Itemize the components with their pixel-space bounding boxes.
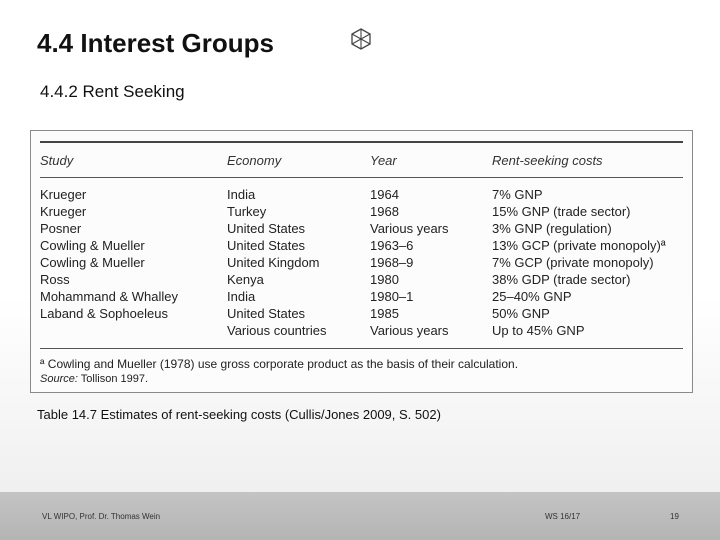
cell-year: 1985 [370,306,399,321]
table-footnote: ª Cowling and Mueller (1978) use gross corporate product as the basis of their calculation. [40,357,519,371]
cell-economy: United States [227,238,306,253]
cell-year: 1968–9 [370,255,414,270]
bottom-rule [40,348,683,349]
cell-study: Krueger [40,204,87,219]
cell-costs: 7% GCP (private monopoly) [492,255,654,270]
cell-costs: 7% GNP [492,187,543,202]
source-text: Tollison 1997. [77,373,149,385]
cell-economy: United States [227,221,306,236]
cell-study: Cowling & Mueller [40,238,145,253]
cell-year: Various years [370,323,449,338]
footer-page-number: 19 [670,512,679,521]
rent-seeking-table [30,130,693,393]
cell-costs: 15% GNP (trade sector) [492,204,631,219]
cell-year: 1980 [370,272,399,287]
cell-costs: 13% GCP (private monopoly)ª [492,238,666,253]
cell-study: Krueger [40,187,87,202]
cell-economy: United States [227,306,306,321]
cell-economy: Various countries [227,323,327,338]
cell-economy: United Kingdom [227,255,320,270]
cell-costs: 3% GNP (regulation) [492,221,612,236]
header-study: Study [40,153,74,168]
header-rule [40,177,683,178]
footer-lecture: VL WIPO, Prof. Dr. Thomas Wein [42,512,161,521]
cell-costs: 25–40% GNP [492,289,572,304]
cell-year: 1964 [370,187,399,202]
slide-subtitle: 4.4.2 Rent Seeking [40,82,185,101]
table-caption: Table 14.7 Estimates of rent-seeking costs (Cullis/Jones 2009, S. 502) [37,407,441,422]
table-source [40,373,148,385]
slide-footer [0,492,720,540]
cell-study: Cowling & Mueller [40,255,145,270]
cell-year: 1980–1 [370,289,414,304]
cell-study: Ross [40,272,70,287]
slide-title: 4.4 Interest Groups [37,28,274,58]
table-top-rule [40,141,683,143]
cell-costs: 38% GDP (trade sector) [492,272,631,287]
cell-economy: Turkey [227,204,267,219]
footer-semester: WS 16/17 [545,512,581,521]
header-rent-seeking-costs: Rent-seeking costs [492,153,603,168]
header-economy: Economy [227,153,282,168]
cell-study: Laband & Sophoeleus [40,306,168,321]
cell-study: Mohammand & Whalley [40,289,178,304]
cell-economy: India [227,187,256,202]
hexagon-star-icon [349,27,373,51]
cell-study: Posner [40,221,82,236]
cell-year: 1963–6 [370,238,414,253]
cell-year: 1968 [370,204,399,219]
header-year: Year [370,153,397,168]
cell-costs: Up to 45% GNP [492,323,585,338]
cell-economy: India [227,289,256,304]
cell-economy: Kenya [227,272,264,287]
source-label: Source: [40,373,78,385]
cell-costs: 50% GNP [492,306,550,321]
cell-year: Various years [370,221,449,236]
